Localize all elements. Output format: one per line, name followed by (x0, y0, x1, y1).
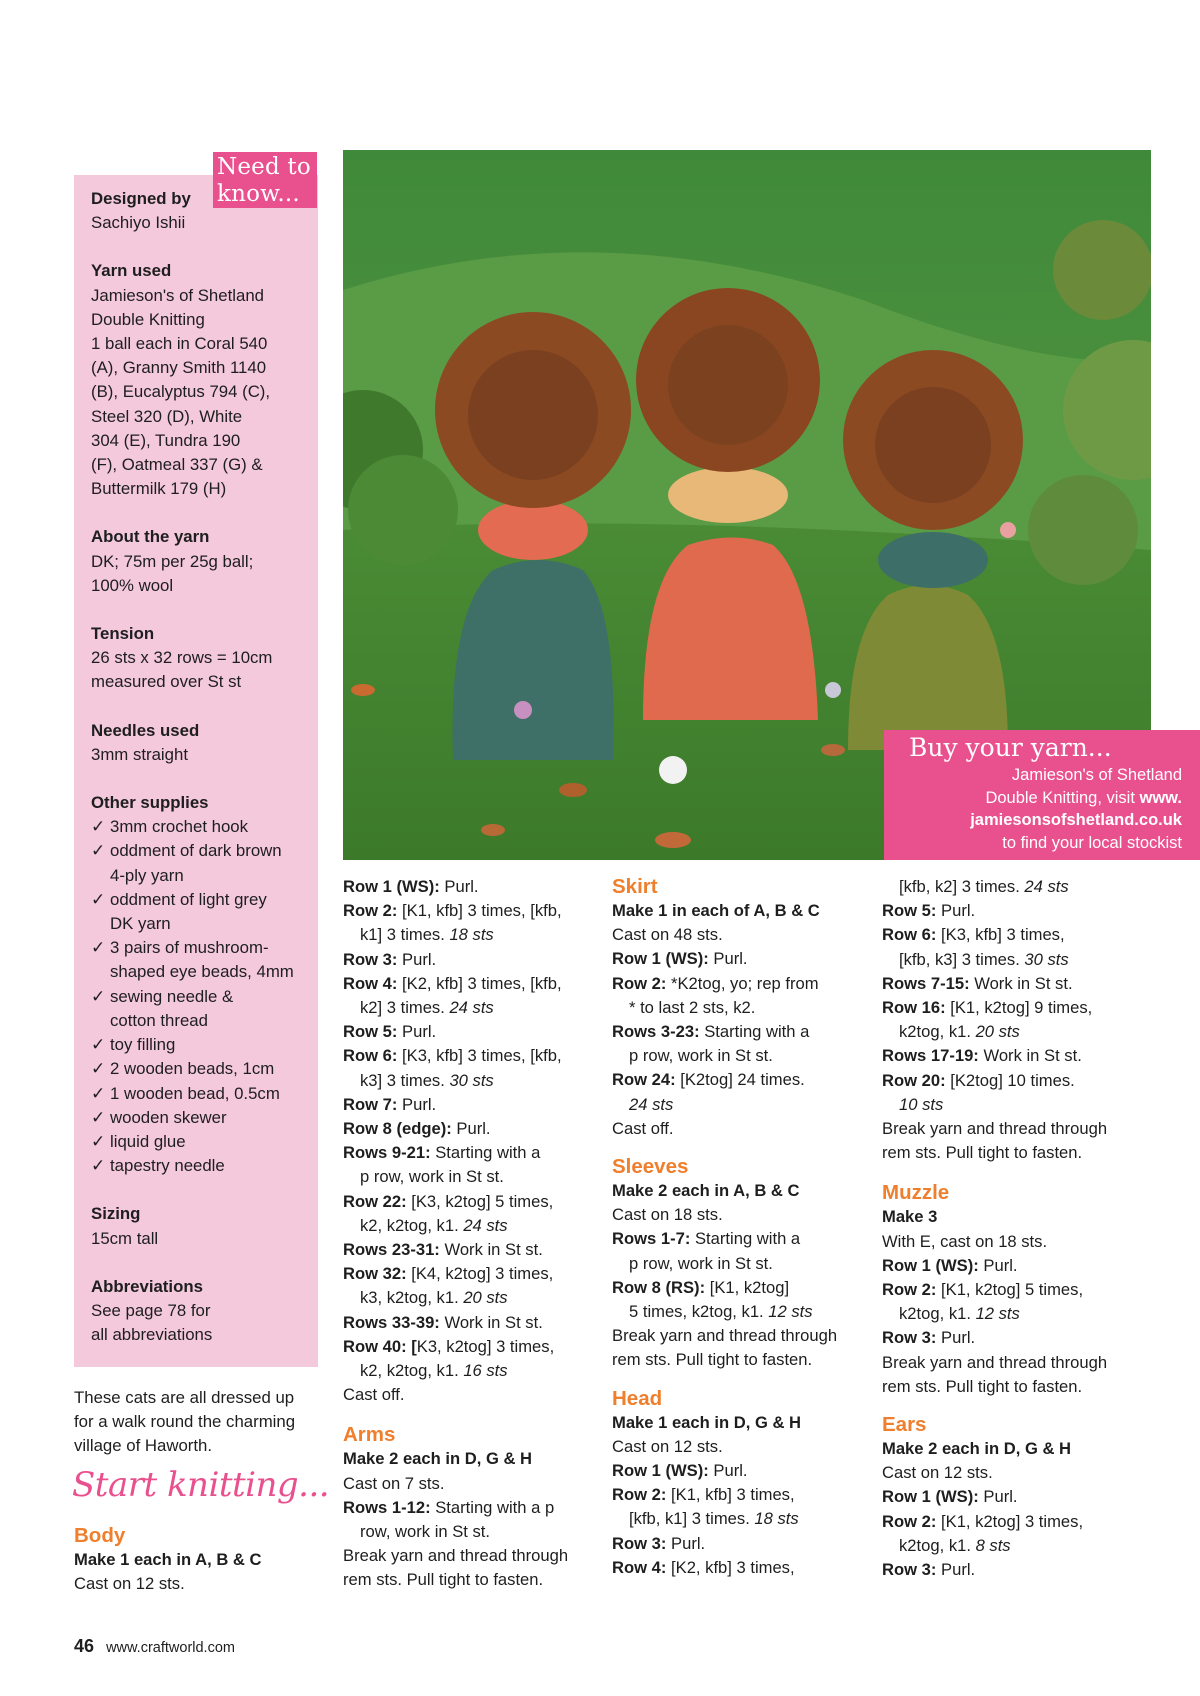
buy-yarn-url-part-1[interactable]: www. (1139, 788, 1182, 807)
pattern-row (882, 1278, 1142, 1326)
row-text: Starting with a (430, 1143, 541, 1163)
row-label: Row 40: [ (343, 1336, 417, 1356)
supplies-title: Other supplies (91, 793, 209, 813)
stitch-count: 16 sts (463, 1361, 508, 1381)
row-label: Row 3: (882, 1328, 937, 1348)
pattern-row (612, 923, 872, 947)
row-label: Rows 9-21: (343, 1143, 431, 1163)
stitch-count: 24 sts (449, 998, 494, 1018)
pattern-row (882, 1326, 1142, 1350)
pattern-row (882, 1117, 1142, 1141)
row-label: Row 5: (882, 901, 937, 921)
pattern-row (612, 972, 872, 1020)
tag-line-2: know... (217, 181, 300, 207)
supply-item (91, 985, 311, 1033)
row-label: Rows 1-12: (343, 1497, 431, 1517)
pattern-row (882, 1069, 1142, 1117)
row-continuation-text: k2, k2tog, k1. (360, 1215, 464, 1235)
row-label: Row 7: (343, 1094, 398, 1114)
pattern-row (343, 1141, 603, 1189)
pattern-row (343, 1383, 603, 1407)
section-title-body: Body (74, 1524, 126, 1547)
intro-text: These cats are all dressed up for a walk round the charming village of Haworth. (74, 1388, 296, 1456)
row-text: [K1, k2tog] 3 times, (936, 1511, 1084, 1531)
section-title-sleeves: Sleeves (612, 1155, 689, 1179)
row-text: [K1, kfb] 3 times, [kfb, (397, 901, 562, 921)
row-label: Row 2: (612, 973, 667, 993)
pattern-row (612, 1324, 872, 1348)
section-title-ears: Ears (882, 1413, 927, 1437)
row-text: Cast on 12 sts. (612, 1436, 723, 1456)
row-label: Row 16: (882, 998, 946, 1018)
stitch-count: 10 sts (899, 1094, 944, 1114)
row-label: Row 3: (882, 1560, 937, 1580)
buy-yarn-title: Buy your yarn... (909, 733, 1112, 762)
row-text: [K1, k2tog] 9 times, (945, 998, 1093, 1018)
stitch-count: 20 sts (975, 1022, 1020, 1042)
row-text: Purl. (978, 1487, 1018, 1507)
row-text: [K2, kfb] 3 times, [kfb, (397, 973, 562, 993)
ntk-section-text: 26 sts x 32 rows = 10cm measured over St st (91, 648, 273, 692)
row-text: Break yarn and thread through (612, 1326, 838, 1346)
row-continuation (882, 875, 1142, 899)
row-text: [K3, kfb] 3 times, [kfb, (397, 1046, 562, 1066)
buy-yarn-url-part-2[interactable]: jamiesonsofshetland.co.uk (970, 811, 1182, 829)
row-text: Cast off. (343, 1385, 405, 1405)
supply-item-text: ✓ 3mm crochet hook (110, 817, 249, 837)
row-label: Row 3: (612, 1533, 667, 1553)
row-label: Row 3: (343, 949, 398, 969)
body-cast-on: Cast on 12 sts. (74, 1574, 185, 1594)
row-text: rem sts. Pull tight to fasten. (612, 1350, 813, 1370)
need-to-know-content (91, 187, 311, 1371)
row-label: Row 1 (WS): (882, 1255, 979, 1275)
supply-item-text: ✓ liquid glue (110, 1131, 186, 1151)
row-continuation (612, 1300, 872, 1324)
row-text: Purl. (439, 877, 479, 896)
row-text: Break yarn and thread through (882, 1352, 1108, 1372)
pattern-row (343, 1472, 603, 1496)
row-label: Row 2: (882, 1511, 937, 1531)
pattern-row (882, 1461, 1142, 1485)
row-text: [K2tog] 10 times. (945, 1070, 1075, 1090)
ntk-section-title: Designed by (91, 189, 191, 208)
supply-item-text: ✓ wooden skewer (110, 1107, 227, 1127)
pattern-row (343, 1262, 603, 1310)
row-text: Work in St st. (969, 973, 1073, 993)
section-title-arms: Arms (343, 1423, 396, 1447)
row-text: Starting with a (699, 1022, 810, 1042)
row-continuation (343, 923, 603, 947)
pattern-row (343, 1190, 603, 1238)
row-text: [K2tog] 24 times. (675, 1070, 805, 1090)
pattern-row (882, 899, 1142, 923)
supply-item-text: ✓ oddment of dark brown 4-ply yarn (110, 841, 282, 885)
row-continuation-text: p row, work in St st. (629, 1046, 773, 1066)
pattern-row (882, 1230, 1142, 1254)
row-text: Starting with a p (430, 1497, 555, 1517)
row-label: Rows 33-39: (343, 1312, 440, 1332)
supply-item (91, 888, 311, 936)
ntk-section-text: 15cm tall (91, 1228, 159, 1248)
row-continuation (343, 1520, 603, 1544)
pattern-row (882, 923, 1142, 971)
supply-item (91, 1033, 311, 1057)
row-label: Rows 23-31: (343, 1240, 440, 1260)
row-text: [K1, k2tog] (705, 1277, 790, 1297)
pattern-row (343, 899, 603, 947)
ntk-section (91, 622, 311, 695)
ntk-section-text: Jamieson's of Shetland Double Knitting 1 ball each in Coral 540 (A), Granny Smith 1140 (B), Eucalyptus 794 (C), Steel 320 (D), White 304 (E), Tundra 190 (F), Oatmeal 337 (G) & Buttermilk 179 (H) (91, 285, 271, 499)
stitch-count: 8 sts (975, 1535, 1011, 1555)
row-continuation (882, 948, 1142, 972)
row-text: [K1, kfb] 3 times, (666, 1485, 795, 1505)
row-text: [K2, kfb] 3 times, (666, 1557, 795, 1577)
pattern-row (343, 1020, 603, 1044)
ntk-section (91, 719, 311, 767)
tag-line-1: Need to (217, 154, 311, 180)
pattern-row (882, 1485, 1142, 1509)
pattern-row (882, 1254, 1142, 1278)
row-label: Row 4: (343, 973, 398, 993)
row-text: Work in St st. (439, 1312, 543, 1332)
pattern-row (343, 1568, 603, 1592)
buy-yarn-line-2-text: Double Knitting, visit (985, 788, 1140, 807)
stitch-count: 18 sts (754, 1509, 799, 1529)
pattern-row (882, 996, 1142, 1044)
pattern-row (343, 948, 603, 972)
row-continuation-text: k3] 3 times. (360, 1070, 450, 1090)
row-label: Row 6: (882, 925, 937, 945)
row-continuation-text: k2tog, k1. (899, 1022, 976, 1042)
buy-your-yarn-box (884, 730, 1200, 860)
sleeves-make: Make 2 each in A, B & C (612, 1181, 800, 1201)
row-continuation (882, 1020, 1142, 1044)
ntk-section (91, 1202, 311, 1250)
supply-item (91, 839, 311, 887)
row-text: Purl. (936, 1328, 976, 1348)
row-continuation (882, 1302, 1142, 1326)
row-text: Break yarn and thread through (882, 1119, 1108, 1139)
row-continuation-text: k2, k2tog, k1. (360, 1361, 464, 1381)
row-continuation (343, 1359, 603, 1383)
row-text: Purl. (936, 1560, 976, 1580)
row-label: Row 20: (882, 1070, 946, 1090)
row-label: Row 8 (edge): (343, 1119, 452, 1139)
row-text: [K3, k2tog] 5 times, (406, 1191, 554, 1211)
supply-item-text: ✓ toy filling (110, 1035, 176, 1055)
row-continuation-text: [kfb, k3] 3 times. (899, 949, 1025, 969)
pattern-row (612, 1435, 872, 1459)
row-continuation-text: p row, work in St st. (629, 1253, 773, 1273)
row-label: Row 32: (343, 1264, 407, 1284)
section-title-skirt: Skirt (612, 875, 658, 898)
ntk-section (91, 525, 311, 598)
stitch-count: 20 sts (463, 1288, 508, 1308)
row-continuation (612, 1044, 872, 1068)
pattern-row (882, 1510, 1142, 1558)
stitch-count: 24 sts (629, 1094, 674, 1114)
row-label: Rows 17-19: (882, 1046, 979, 1066)
pattern-row (882, 1141, 1142, 1165)
row-text: Cast on 12 sts. (882, 1463, 993, 1483)
row-text: Work in St st. (439, 1240, 543, 1260)
row-text: [K4, k2tog] 3 times, (406, 1264, 554, 1284)
pattern-row (343, 1496, 603, 1544)
body-make: Make 1 each in A, B & C (74, 1550, 262, 1569)
pattern-row (343, 1544, 603, 1568)
row-text: Purl. (708, 1461, 748, 1481)
arms-make: Make 2 each in D, G & H (343, 1449, 533, 1469)
stitch-count: 18 sts (449, 925, 494, 945)
row-continuation (343, 1214, 603, 1238)
row-label: Row 1 (WS): (343, 877, 440, 896)
row-continuation-text: [kfb, k1] 3 times. (629, 1509, 755, 1529)
pattern-row (612, 1068, 872, 1116)
pattern-row (612, 1276, 872, 1324)
row-text: With E, cast on 18 sts. (882, 1231, 1048, 1251)
row-continuation-text: k2tog, k1. (899, 1535, 976, 1555)
row-label: Row 4: (612, 1557, 667, 1577)
row-label: Row 2: (612, 1485, 667, 1505)
stitch-count: 12 sts (975, 1304, 1020, 1324)
pattern-row (612, 1348, 872, 1372)
row-continuation-text: k2] 3 times. (360, 998, 450, 1018)
ntk-section (91, 187, 311, 235)
ntk-section (91, 259, 311, 501)
head-make: Make 1 each in D, G & H (612, 1412, 802, 1432)
row-label: Row 2: (882, 1280, 937, 1300)
row-continuation (343, 1286, 603, 1310)
supplies-section (91, 791, 311, 1178)
pattern-column-2 (612, 875, 872, 1580)
ntk-section-title: About the yarn (91, 527, 210, 547)
pattern-row (612, 1117, 872, 1141)
supply-item-text: ✓ 2 wooden beads, 1cm (110, 1059, 275, 1079)
pattern-row (343, 1335, 603, 1383)
row-continuation-text: k2tog, k1. (899, 1304, 976, 1324)
row-text: Purl. (397, 949, 437, 969)
row-label: Rows 7-15: (882, 973, 970, 993)
row-continuation (612, 1507, 872, 1531)
supplies-list (91, 815, 311, 1178)
supply-item-text: ✓ sewing needle & cotton thread (110, 986, 234, 1030)
row-text: Purl. (451, 1119, 491, 1139)
supply-item (91, 936, 311, 984)
ntk-section-title: Tension (91, 624, 155, 644)
row-label: Row 22: (343, 1191, 407, 1211)
row-continuation (882, 1093, 1142, 1117)
section-title-muzzle: Muzzle (882, 1181, 950, 1205)
supply-item (91, 815, 311, 839)
row-text: Purl. (978, 1255, 1018, 1275)
row-label: Row 6: (343, 1046, 398, 1066)
row-text: Purl. (666, 1533, 706, 1553)
page-footer (74, 1636, 235, 1657)
supply-item (91, 1130, 311, 1154)
pattern-row (882, 875, 1142, 899)
row-text: Cast on 7 sts. (343, 1473, 445, 1493)
row-continuation-text: 5 times, k2tog, k1. (629, 1302, 769, 1322)
row-text: Purl. (397, 1094, 437, 1114)
ntk-section-text: Sachiyo Ishii (91, 213, 186, 233)
pattern-column-1 (343, 875, 603, 1593)
supply-item-text: ✓ 3 pairs of mushroom- shaped eye beads, 4mm (110, 938, 294, 982)
pattern-row (343, 972, 603, 1020)
row-continuation (612, 1093, 872, 1117)
row-continuation (343, 1165, 603, 1189)
row-continuation-text: p row, work in St st. (360, 1167, 504, 1187)
row-label: Rows 3-23: (612, 1022, 700, 1042)
ntk-section (91, 1275, 311, 1348)
pattern-row (343, 1117, 603, 1141)
row-continuation (882, 1534, 1142, 1558)
pattern-row (882, 972, 1142, 996)
row-label: Row 5: (343, 1022, 398, 1042)
section-title-head: Head (612, 1386, 663, 1410)
buy-yarn-line-3 (884, 809, 1182, 832)
stitch-count: 30 sts (1024, 949, 1069, 969)
pattern-row (612, 1532, 872, 1556)
buy-yarn-line-1: Jamieson's of Shetland (1011, 766, 1182, 784)
pattern-row (343, 1311, 603, 1335)
pattern-row (612, 1203, 872, 1227)
page-number: 46 (74, 1636, 95, 1656)
ears-make: Make 2 each in D, G & H (882, 1439, 1072, 1459)
pattern-row (882, 1351, 1142, 1375)
row-text: Break yarn and thread through (343, 1546, 569, 1566)
pattern-column-3 (882, 875, 1142, 1582)
pattern-row (343, 1044, 603, 1092)
buy-yarn-line-2 (884, 787, 1182, 810)
pattern-row (612, 1483, 872, 1531)
row-continuation (343, 1069, 603, 1093)
row-label: Row 24: (612, 1070, 676, 1090)
body-section (74, 1524, 324, 1596)
row-text: Purl. (397, 1022, 437, 1042)
ntk-section-title: Yarn used (91, 261, 172, 281)
pattern-row (612, 947, 872, 971)
supply-item-text: ✓ 1 wooden bead, 0.5cm (110, 1083, 280, 1103)
row-text: Purl. (936, 901, 976, 921)
start-knitting-heading: Start knitting... (72, 1465, 330, 1505)
row-text: Cast on 18 sts. (612, 1205, 723, 1225)
row-label: Row 2: (343, 901, 398, 921)
row-label: Row 1 (WS): (612, 949, 709, 969)
supply-item-text: ✓ oddment of light grey DK yarn (110, 889, 267, 934)
ntk-section-title: Needles used (91, 720, 200, 740)
row-label: Row 1 (WS): (612, 1461, 709, 1481)
pattern-row (882, 1375, 1142, 1399)
row-label: Row 1 (WS): (882, 1487, 979, 1507)
row-text: *K2tog, yo; rep from (666, 973, 819, 993)
row-text: rem sts. Pull tight to fasten. (343, 1570, 544, 1590)
row-continuation (612, 996, 872, 1020)
row-text: Cast off. (612, 1118, 674, 1138)
row-continuation-text: * to last 2 sts, k2. (629, 997, 756, 1017)
row-text: rem sts. Pull tight to fasten. (882, 1143, 1083, 1163)
row-label: Rows 1-7: (612, 1229, 691, 1249)
row-text: Work in St st. (978, 1046, 1082, 1066)
row-continuation-text: k3, k2tog, k1. (360, 1288, 464, 1308)
muzzle-make: Make 3 (882, 1207, 938, 1227)
footer-url[interactable]: www.craftworld.com (106, 1640, 235, 1656)
pattern-row (343, 1238, 603, 1262)
row-continuation (612, 1252, 872, 1276)
supply-item (91, 1154, 311, 1178)
row-continuation-text: k1] 3 times. (360, 925, 450, 945)
pattern-row (612, 1020, 872, 1068)
supply-item (91, 1082, 311, 1106)
stitch-count: 24 sts (463, 1215, 508, 1235)
pattern-row (612, 1227, 872, 1275)
stitch-count: 24 sts (1024, 877, 1069, 896)
stitch-count: 12 sts (768, 1302, 813, 1322)
pattern-row (882, 1558, 1142, 1582)
skirt-make: Make 1 in each of A, B & C (612, 901, 820, 920)
supply-item-text: ✓ tapestry needle (110, 1156, 225, 1176)
row-continuation (343, 996, 603, 1020)
buy-yarn-line-4: to find your local stockist (1002, 833, 1182, 852)
row-text: K3, k2tog] 3 times, (416, 1336, 555, 1356)
supply-item (91, 1057, 311, 1081)
row-continuation-text: row, work in St st. (360, 1522, 491, 1542)
row-text: [K3, kfb] 3 times, (936, 925, 1065, 945)
ntk-section-title: Sizing (91, 1204, 141, 1224)
row-text: rem sts. Pull tight to fasten. (882, 1376, 1083, 1396)
row-text: Cast on 48 sts. (612, 925, 723, 945)
row-continuation-text: [kfb, k2] 3 times. (899, 877, 1025, 896)
pattern-row (343, 1093, 603, 1117)
row-label: Row 8 (RS): (612, 1277, 706, 1297)
ntk-section-text: DK; 75m per 25g ball; 100% wool (91, 551, 254, 595)
ntk-section-title: Abbreviations (91, 1276, 203, 1296)
ntk-section-text: 3mm straight (91, 744, 188, 764)
pattern-row (612, 1459, 872, 1483)
row-text: [K1, k2tog] 5 times, (936, 1280, 1084, 1300)
ntk-section-text: See page 78 for all abbreviations (91, 1300, 213, 1345)
pattern-row (612, 1556, 872, 1580)
pattern-row (882, 1044, 1142, 1068)
stitch-count: 30 sts (449, 1070, 494, 1090)
pattern-row (343, 875, 603, 899)
row-text: Starting with a (690, 1229, 801, 1249)
row-text: Purl. (708, 949, 748, 969)
supply-item (91, 1106, 311, 1130)
